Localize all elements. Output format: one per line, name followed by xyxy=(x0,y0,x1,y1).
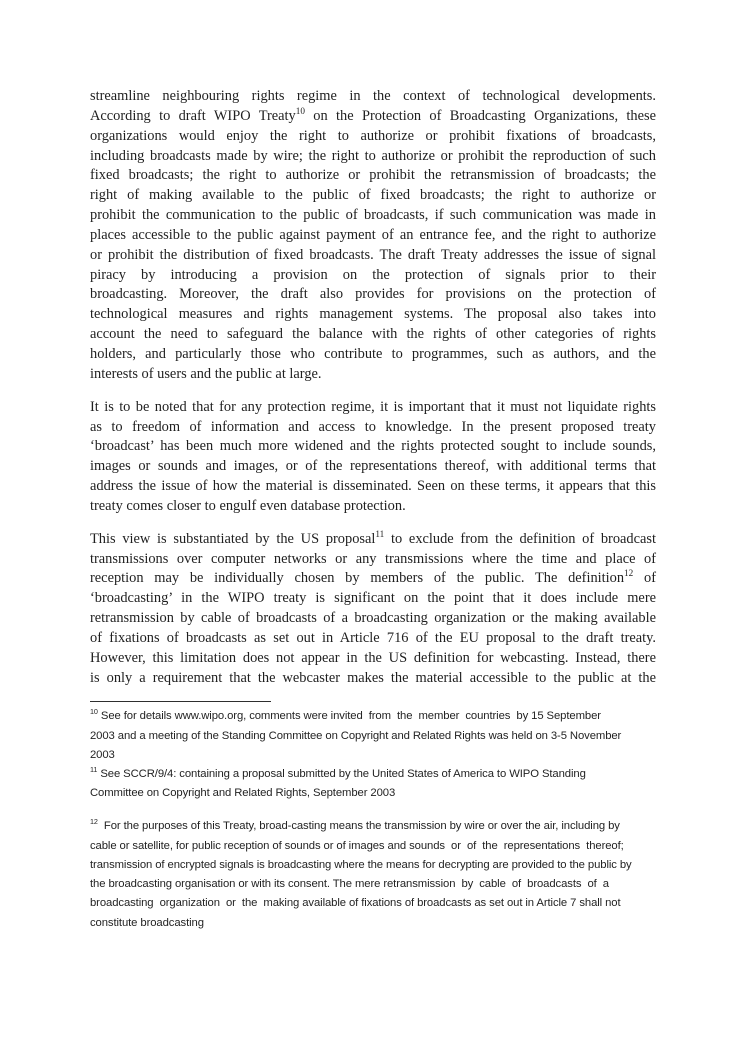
text-line: ‘broadcast’ has been much more widened and the rights protected sought to include sounds, xyxy=(90,438,656,455)
footnote-11 xyxy=(90,765,656,803)
text-line: streamline neighbouring rights regime in the context of technological developments. xyxy=(90,88,656,104)
text-line: holders, and particularly those who contribute to programmes, such as authors, and the xyxy=(90,345,656,362)
text-line: treaty comes closer to engulf even database protection. xyxy=(90,497,406,514)
text-line: However, this limitation does not appear in the US definition for webcasting. Instead, there xyxy=(90,649,656,666)
text-line: is only a requirement that the webcaster makes the material accessible to the public at the xyxy=(90,669,656,686)
footnote-reference-12: 12 xyxy=(90,817,98,827)
text-line: organizations would enjoy the right to authorize or prohibit fixations of broadcasts, xyxy=(90,127,656,144)
paragraph-us-proposal xyxy=(90,530,656,689)
text-line: constitute broadcasting xyxy=(90,916,204,929)
text-line: or prohibit the distribution of fixed broadcasts. The draft Treaty addresses the issue of signal xyxy=(90,246,656,263)
text-line: 2003 and a meeting of the Standing Committee on Copyright and Related Rights was held on 3-5 November xyxy=(90,729,622,742)
paragraph-broadcast-rights xyxy=(90,87,656,385)
footnote-reference-10: 10 xyxy=(90,707,98,717)
text-line: It is to be noted that for any protection regime, it is important that it must not liquidate rights xyxy=(90,398,656,415)
text-line: images or sounds and images, or of the representations thereof, with additional terms that xyxy=(90,458,656,475)
text-line: as to freedom of information and access to knowledge. In the present proposed treaty xyxy=(90,418,656,435)
paragraph-protection-regime xyxy=(90,398,656,517)
text-line: $^{12}$ For the purposes of this Treaty, broad-casting means the transmission by wire or over the air, including by xyxy=(90,817,620,833)
text-line: This view is substantiated by the US proposal$^{11}$ to exclude from the definition of broadcast xyxy=(90,528,656,547)
footnote-reference-11: 11 xyxy=(375,528,385,539)
document-body xyxy=(90,87,656,933)
text-line: broadcasting organization or the making available of fixations of broadcasts as set out in Article 7 shall not xyxy=(90,897,621,910)
text-line: piracy by introducing a provision on the protection of signals prior to their xyxy=(90,266,656,283)
text-line: $^{11}$ See SCCR/9/4: containing a proposal submitted by the United States of America to WIPO Standing xyxy=(90,765,586,781)
footnote-10 xyxy=(90,707,656,765)
footnote-separator xyxy=(90,701,271,702)
text-line: the broadcasting organisation or with its consent. The mere retransmission by cable of broadcasts of a xyxy=(90,878,609,891)
text-line: of fixations of broadcasts as set out in Article 716 of the EU proposal to the draft treaty. xyxy=(90,629,656,646)
text-line: ‘broadcasting’ in the WIPO treaty is significant on the point that it does include mere xyxy=(90,590,656,607)
footnote-reference-11: 11 xyxy=(90,765,98,775)
text-line: account the need to safeguard the balance with the rights of other categories of rights xyxy=(90,326,656,343)
footnotes-section xyxy=(90,707,656,932)
text-line: Committee on Copyright and Related Rights, September 2003 xyxy=(90,787,396,800)
text-line: fixed broadcasts; the right to authorize or prohibit the retransmission of broadcasts; the xyxy=(90,167,656,184)
text-line: technological measures and rights management systems. The proposal also takes into xyxy=(90,306,656,323)
text-line: prohibit the communication to the public of broadcasts, if such communication was made in xyxy=(90,207,656,224)
footnote-12 xyxy=(90,817,656,932)
text-line: transmissions over computer networks or any transmissions where the time and place of xyxy=(90,550,656,567)
text-line: According to draft WIPO Treaty$^{10}$ on the Protection of Broadcasting Organizations, these xyxy=(90,106,656,124)
text-line: broadcasting. Moreover, the draft also provides for provisions on the protection of xyxy=(90,286,656,303)
text-line: cable or satellite, for public reception of sounds or of images and sounds or of the representations thereof; xyxy=(90,839,624,852)
text-line: 2003 xyxy=(90,748,115,761)
text-line: right of making available to the public of fixed broadcasts; the right to authorize or xyxy=(90,187,656,204)
text-line: $^{10}$ See for details www.wipo.org, comments were invited from the member countries by 15 September xyxy=(90,707,601,723)
footnote-reference-12: 12 xyxy=(624,568,634,579)
footnote-reference-10: 10 xyxy=(295,106,305,117)
text-line: including broadcasts made by wire; the right to authorize or prohibit the reproduction of such xyxy=(90,147,656,164)
text-line: address the issue of how the material is disseminated. Seen on these terms, it appears that this xyxy=(90,478,656,495)
text-line: places accessible to the public against payment of an entrance fee, and the right to authorize xyxy=(90,226,656,243)
text-line: transmission of encrypted signals is broadcasting where the means for decrypting are provided to the public by xyxy=(90,858,632,871)
text-line: interests of users and the public at large. xyxy=(90,365,322,382)
text-line: reception may be individually chosen by members of the public. The definition$^{12}$ of xyxy=(90,568,656,587)
text-line: retransmission by cable of broadcasts of a broadcasting organization or the making available xyxy=(90,610,656,627)
